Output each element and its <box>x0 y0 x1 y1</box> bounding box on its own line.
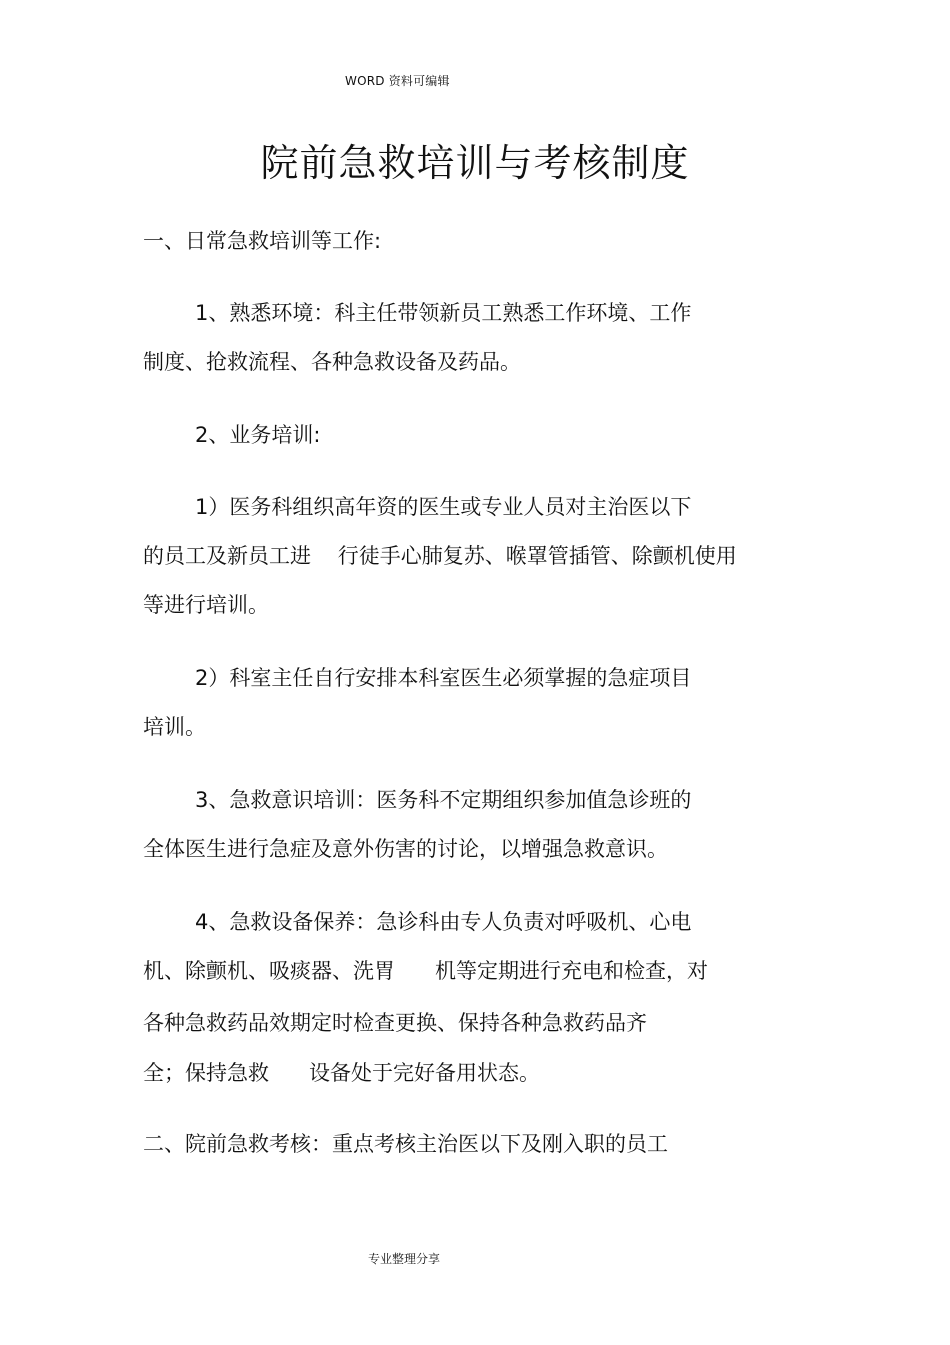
item-4-line-1: 4、急救设备保养：急诊科由专人负责对呼吸机、心电 <box>195 910 692 934</box>
item-2-sub-1-line-3: 等进行培训。 <box>143 593 269 617</box>
footer-note: 专业整理分享 <box>368 1252 441 1266</box>
section-2-heading: 二、院前急救考核：重点考核主治医以下及刚入职的员工 <box>143 1132 668 1156</box>
item-2-heading: 2、业务培训: <box>195 423 321 447</box>
item-2-sub-1-line-2: 的员工及新员工进 行徒手心肺复苏、喉罩管插管、除颤机使用 <box>143 544 737 568</box>
item-1-line-1: 1、熟悉环境：科主任带领新员工熟悉工作环境、工作 <box>195 301 692 325</box>
item-2-sub-2-line-1: 2）科室主任自行安排本科室医生必须掌握的急症项目 <box>195 666 692 690</box>
item-4-line-4: 全；保持急救 设备处于完好备用状态。 <box>143 1061 541 1085</box>
item-3-line-2: 全体医生进行急症及意外伤害的讨论，以增强急救意识。 <box>143 837 668 861</box>
document-title: 院前急救培训与考核制度 <box>260 141 690 185</box>
item-4-line-3: 各种急救药品效期定时检查更换、保持各种急救药品齐 <box>143 1011 647 1035</box>
item-2-sub-2-line-2: 培训。 <box>143 715 206 739</box>
section-1-heading: 一、日常急救培训等工作: <box>143 229 382 253</box>
item-1-line-2: 制度、抢救流程、各种急救设备及药品。 <box>143 350 521 374</box>
item-4-line-2: 机、除颤机、吸痰器、洗胃 机等定期进行充电和检查，对 <box>143 959 709 983</box>
item-3-line-1: 3、急救意识培训：医务科不定期组织参加值急诊班的 <box>195 788 692 812</box>
header-note: WORD 资料可编辑 <box>345 74 450 88</box>
item-2-sub-1-line-1: 1）医务科组织高年资的医生或专业人员对主治医以下 <box>195 495 692 519</box>
